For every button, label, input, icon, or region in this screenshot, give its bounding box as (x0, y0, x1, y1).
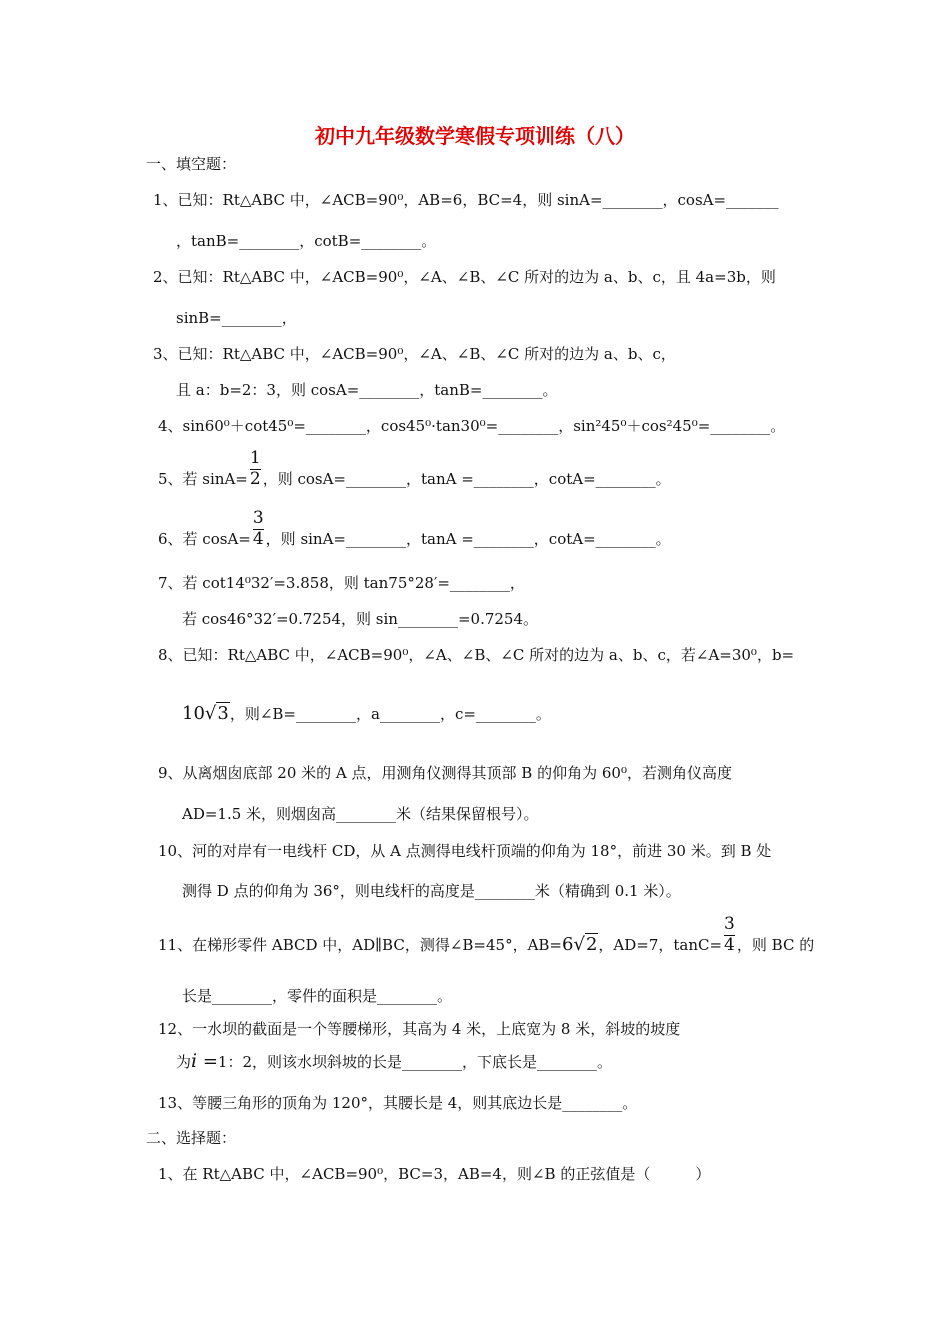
question-6-suffix: ，则 sinA=________，tanA =________，cotA=________。 (265, 529, 671, 548)
question-12-line-1: 12、一水坝的截面是一个等腰梯形，其高为 4 米，上底宽为 8 米，斜坡的坡度 (158, 1020, 681, 1038)
question-6-prefix: 6、若 cosA= (158, 529, 251, 548)
square-root: √3 (204, 703, 229, 724)
question-5 (158, 450, 671, 489)
question-5-prefix: 5、若 sinA= (158, 469, 248, 488)
question-4: 4、sin60⁰＋cot45⁰=________，cos45⁰·tan30⁰=________，sin²45⁰＋cos²45⁰=________。 (158, 417, 786, 435)
radical-coefficient: 6 (562, 933, 574, 955)
section-multiple-choice-heading: 二、选择题： (146, 1129, 237, 1147)
radicand: 3 (217, 703, 229, 724)
fraction-three-quarters (253, 510, 264, 549)
question-6 (158, 510, 671, 549)
equals-sign: = (197, 1051, 218, 1072)
question-12-prefix: 为 (176, 1053, 192, 1071)
question-8-line-1: 8、已知：Rt△ABC 中，∠ACB=90⁰，∠A、∠B、∠C 所对的边为 a、b、c，若∠A=30⁰，b= (158, 646, 795, 664)
square-root: √2 (573, 933, 598, 955)
question-12-answers: 1：2，则该水坝斜坡的长是________，下底长是________。 (217, 1053, 612, 1071)
radicand: 2 (585, 933, 598, 955)
question-2-line-1: 2、已知：Rt△ABC 中，∠ACB=90⁰，∠A、∠B、∠C 所对的边为 a、b、c，且 4a=3b，则 (153, 268, 776, 286)
fraction-one-half (250, 450, 261, 489)
question-7-line-2: 若 cos46°32′=0.7254，则 sin________=0.7254。 (182, 610, 539, 628)
question-3-line-1: 3、已知：Rt△ABC 中，∠ACB=90⁰，∠A、∠B、∠C 所对的边为 a、b、c， (153, 345, 676, 363)
fraction-denominator: 2 (249, 468, 261, 489)
fraction-denominator: 4 (252, 528, 264, 549)
question-8-answers: ，则∠B=________，a________，c=________。 (229, 705, 551, 723)
radical-coefficient: 10 (182, 703, 205, 724)
question-3-line-2: 且 a：b=2：3，则 cosA=________，tanB=________。 (176, 381, 558, 399)
question-12-line-2 (176, 1050, 612, 1072)
question-9-line-2: AD=1.5 米，则烟囱高________米（结果保留根号）。 (182, 805, 539, 823)
fraction-numerator: 3 (252, 508, 264, 528)
choice-question-1: 1、在 Rt△ABC 中，∠ACB=90⁰，BC=3，AB=4，则∠B 的正弦值是（ ） (158, 1165, 711, 1183)
fraction-numerator: 1 (249, 448, 261, 468)
question-8-line-2 (182, 703, 551, 724)
question-11-line-2: 长是________，零件的面积是________。 (182, 987, 453, 1005)
question-10-line-2: 测得 D 点的仰角为 36°，则电线杆的高度是________米（精确到 0.1 米）。 (182, 882, 681, 900)
question-2-line-2: sinB=________， (176, 309, 297, 327)
question-11-line-1 (158, 916, 814, 955)
question-11-middle: ，AD=7，tanC= (598, 935, 723, 954)
question-9-line-1: 9、从离烟囱底部 20 米的 A 点，用测角仪测得其顶部 B 的仰角为 60⁰，若测角仪高度 (158, 764, 732, 782)
question-1-line-1: 1、已知：Rt△ABC 中，∠ACB=90⁰，AB=6，BC=4，则 sinA=________，cosA=_______ (153, 191, 779, 209)
fraction-numerator: 3 (724, 914, 735, 934)
page-title: 初中九年级数学寒假专项训练（八） (315, 124, 635, 148)
question-5-suffix: ，则 cosA=________，tanA =________，cotA=________。 (262, 469, 671, 488)
fraction-three-quarters (724, 916, 735, 955)
question-11-suffix: ，则 BC 的 (736, 935, 815, 954)
fraction-denominator: 4 (724, 934, 735, 955)
question-1-line-2: ，tanB=________，cotB=________。 (176, 232, 437, 250)
question-10-line-1: 10、河的对岸有一电线杆 CD，从 A 点测得电线杆顶端的仰角为 18°，前进 30 米。到 B 处 (158, 842, 772, 860)
question-11-prefix: 11、在梯形零件 ABCD 中，AD∥BC，测得∠B=45°，AB= (158, 935, 562, 954)
slope-variable: i (191, 1050, 198, 1072)
question-13: 13、等腰三角形的顶角为 120°，其腰长是 4，则其底边长是________。 (158, 1094, 638, 1112)
section-fill-in-heading: 一、填空题： (146, 155, 237, 173)
question-7-line-1: 7、若 cot14⁰32′=3.858，则 tan75°28′=________， (158, 574, 525, 592)
